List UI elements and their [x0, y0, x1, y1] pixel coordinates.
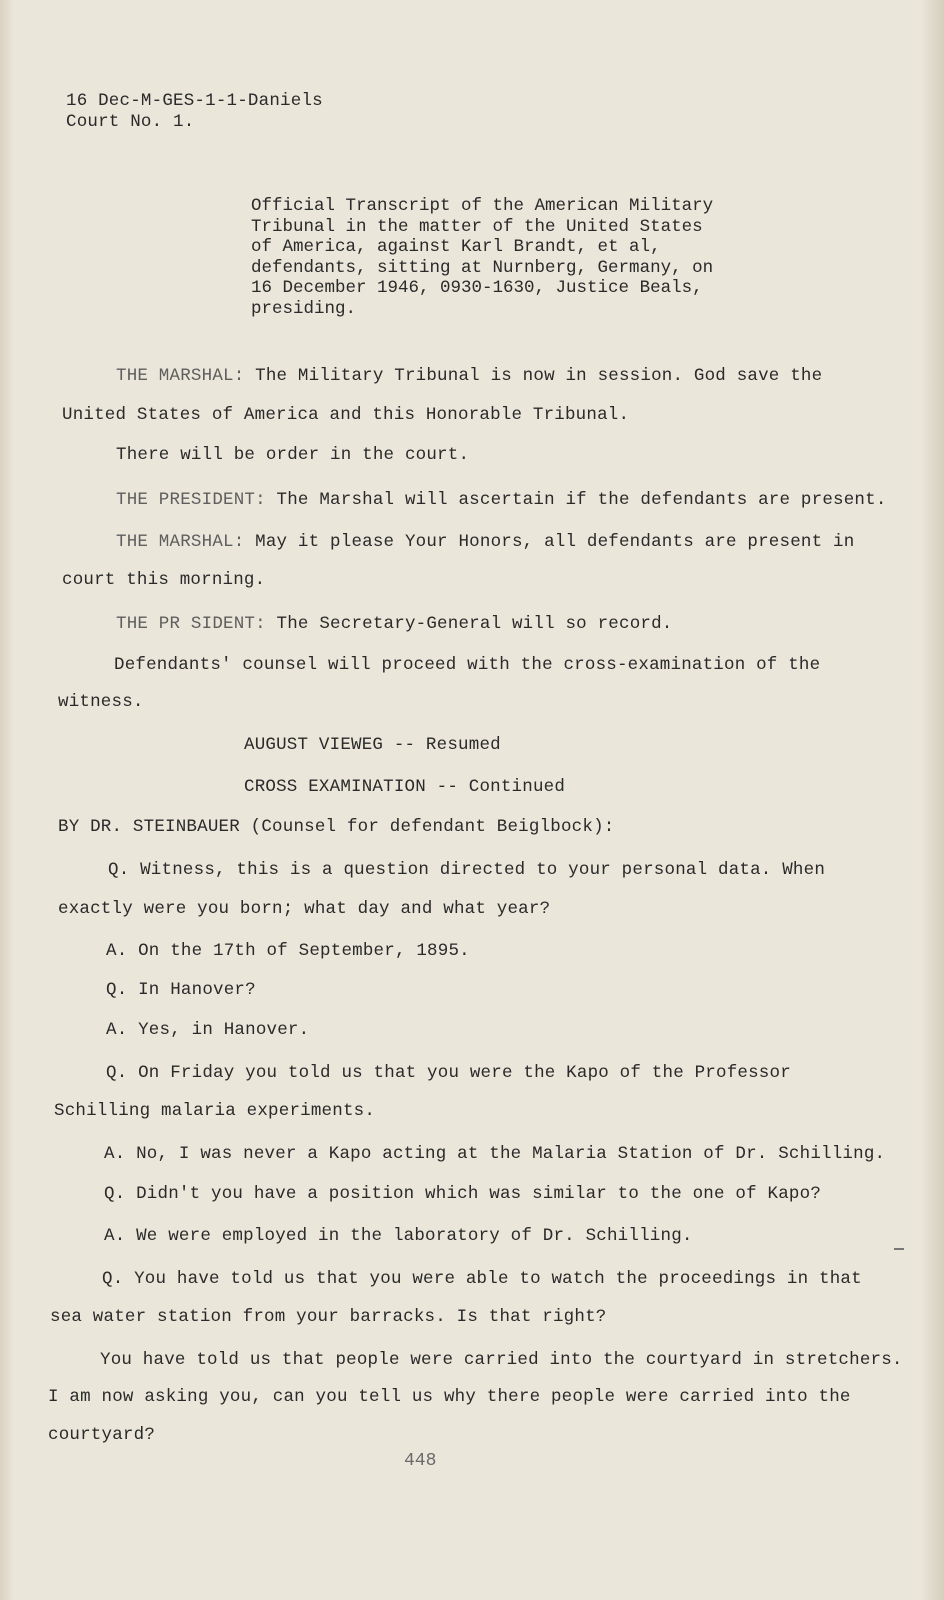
question-line: Q. In Hanover?: [106, 980, 256, 1000]
speech-text: The Marshal will ascertain if the defendants are present.: [276, 490, 887, 510]
speaker-label: THE MARSHAL:: [116, 532, 245, 552]
speech-text: May it please Your Honors, all defendants are present in: [255, 532, 855, 552]
document-reference: 16 Dec-M-GES-1-1-Daniels: [66, 91, 323, 111]
transcript-line: There will be order in the court.: [116, 445, 470, 465]
question-line: Q. You have told us that you were able to watch the proceedings in that: [102, 1269, 862, 1289]
margin-mark: [894, 1248, 904, 1250]
question-line: Q. Witness, this is a question directed to your personal data. When: [108, 860, 826, 880]
transcript-line: court this morning.: [62, 570, 266, 590]
witness-heading: AUGUST VIEWEG -- Resumed: [244, 735, 501, 755]
transcript-line: You have told us that people were carried into the courtyard in stretchers.: [100, 1350, 903, 1370]
transcript-line: [116, 365, 822, 387]
transcript-line: sea water station from your barracks. Is that right?: [50, 1307, 607, 1327]
examination-heading: CROSS EXAMINATION -- Continued: [244, 777, 566, 797]
transcript-line: United States of America and this Honorable Tribunal.: [62, 405, 630, 425]
caption-line: Official Transcript of the American Military: [251, 196, 714, 216]
caption-line: of America, against Karl Brandt, et al,: [251, 237, 661, 258]
examiner-line: BY DR. STEINBAUER (Counsel for defendant Beiglbock):: [58, 817, 615, 837]
transcript-line: [116, 489, 887, 511]
caption-line: presiding.: [251, 298, 357, 319]
caption-line: 16 December 1946, 0930-1630, Justice Beals,: [251, 278, 703, 299]
speech-text: The Military Tribunal is now in session. God save the: [255, 366, 823, 386]
transcript-caption: [251, 196, 713, 320]
transcript-line: I am now asking you, can you tell us why there people were carried into the: [48, 1387, 851, 1407]
page-number: 448: [404, 1451, 437, 1471]
speaker-label: THE PR SIDENT:: [116, 614, 266, 634]
paper-right-edge: [920, 0, 944, 1600]
caption-line: Tribunal in the matter of the United States: [251, 216, 703, 237]
speech-text: The Secretary-General will so record.: [276, 614, 673, 634]
transcript-line: [116, 613, 673, 635]
answer-line: A. We were employed in the laboratory of Dr. Schilling.: [104, 1226, 693, 1246]
transcript-line: Schilling malaria experiments.: [54, 1101, 376, 1121]
answer-line: A. No, I was never a Kapo acting at the Malaria Station of Dr. Schilling.: [104, 1144, 886, 1164]
transcript-line: courtyard?: [48, 1425, 156, 1445]
answer-line: A. Yes, in Hanover.: [106, 1020, 310, 1040]
answer-line: A. On the 17th of September, 1895.: [106, 941, 470, 961]
paper-left-edge: [0, 0, 14, 1600]
court-number: Court No. 1.: [66, 112, 195, 132]
question-line: Q. Didn't you have a position which was similar to the one of Kapo?: [104, 1184, 822, 1204]
speaker-label: THE PRESIDENT:: [116, 490, 266, 510]
transcript-line: exactly were you born; what day and what year?: [58, 899, 551, 919]
question-line: Q. On Friday you told us that you were the Kapo of the Professor: [106, 1063, 791, 1083]
transcript-line: witness.: [58, 692, 144, 712]
caption-line: defendants, sitting at Nurnberg, Germany, on: [251, 257, 714, 278]
speaker-label: THE MARSHAL:: [116, 366, 245, 386]
transcript-line: Defendants' counsel will proceed with the cross-examination of the: [114, 655, 821, 675]
transcript-line: [116, 531, 854, 553]
